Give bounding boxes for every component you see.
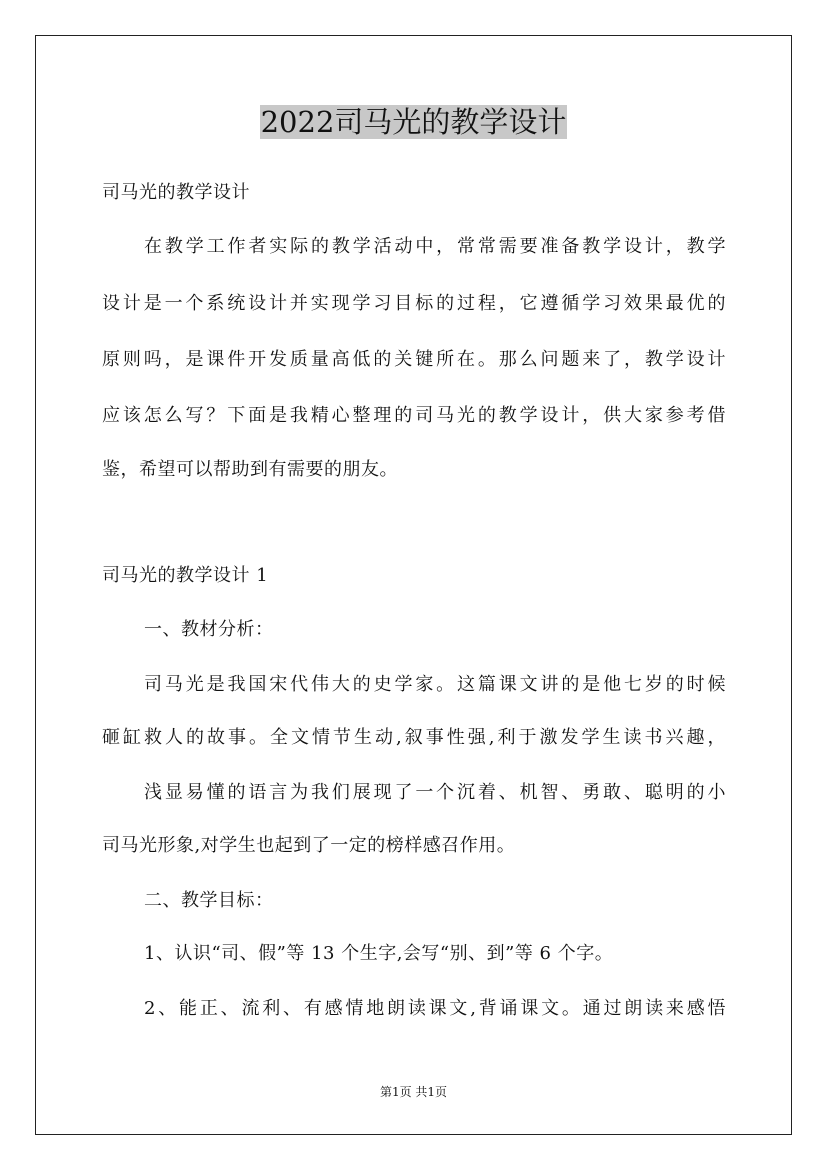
paragraph-line: 司马光是我国宋代伟大的史学家。这篇课文讲的是他七岁的时候 bbox=[144, 674, 726, 695]
subtitle: 司马光的教学设计 bbox=[102, 182, 250, 203]
page-footer: 第1页 共1页 bbox=[379, 1085, 448, 1099]
paragraph-line: 浅显易懂的语言为我们展现了一个沉着、机智、勇敢、聪明的小 bbox=[144, 782, 726, 803]
paragraph-line: 司马光形象,对学生也起到了一定的榜样感召作用。 bbox=[102, 835, 516, 856]
section-heading: 司马光的教学设计 1 bbox=[102, 565, 269, 586]
paragraph-line: 鉴，希望可以帮助到有需要的朋友。 bbox=[102, 459, 398, 480]
heading-goals: 二、教学目标： bbox=[144, 890, 274, 911]
paragraph-line: 设计是一个系统设计并实现学习目标的过程，它遵循学习效果最优的 bbox=[102, 293, 726, 314]
goal-item: 2、能正、流利、有感情地朗读课文,背诵课文。通过朗读来感悟 bbox=[144, 998, 726, 1019]
document-title: 2022司马光的教学设计 bbox=[260, 105, 567, 139]
paragraph-line: 应该怎么写？下面是我精心整理的司马光的教学设计，供大家参考借 bbox=[102, 405, 726, 426]
heading-analysis: 一、教材分析： bbox=[144, 619, 274, 640]
goal-item: 1、认识“司、假”等 13 个生字,会写“别、到”等 6 个字。 bbox=[144, 943, 614, 964]
paragraph-line: 砸缸救人的故事。全文情节生动,叙事性强,利于激发学生读书兴趣， bbox=[102, 727, 726, 748]
paragraph-line: 原则吗，是课件开发质量高低的关键所在。那么问题来了，教学设计 bbox=[102, 349, 726, 370]
paragraph-line: 在教学工作者实际的教学活动中，常常需要准备教学设计，教学 bbox=[144, 236, 726, 257]
